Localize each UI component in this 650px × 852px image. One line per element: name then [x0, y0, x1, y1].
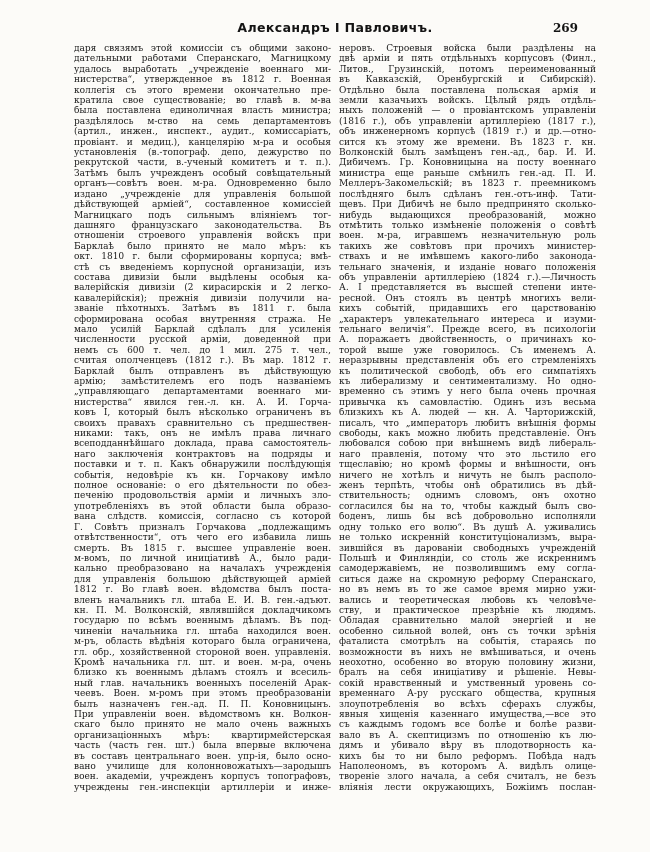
- right-column: [339, 44, 596, 793]
- text-line: возможности въ нихъ не вмѣшиваться, и очень: [339, 647, 596, 658]
- text-line: временно съ этимъ у него была очень прочная: [339, 387, 596, 398]
- text-line: Литов., Грузинскій, потомъ переименованный: [339, 64, 596, 75]
- text-line: объ управленіи артиллеріею (1824 г.).—Личность: [339, 272, 596, 283]
- text-block: [74, 44, 596, 793]
- text-line: но въ немъ въ то же самое время мирно ужи-: [339, 585, 596, 596]
- text-line: дѣйствующей арміей“, составленное комиссіей: [74, 200, 331, 211]
- text-line: отношеніи строевого управленія войскъ при: [74, 231, 331, 242]
- text-line: съ каждымъ годомъ все болѣе и болѣе разви-: [339, 720, 596, 731]
- text-line: такихъ же совѣтовъ при прочихъ министер-: [339, 241, 596, 252]
- text-line: вало въ А. скептицизмъ по отношенію къ лю-: [339, 730, 596, 741]
- text-line: временнаго А-ру русскаго общества, крупныя: [339, 689, 596, 700]
- text-line: А. поражаетъ двойственность, о причинахъ ко-: [339, 335, 596, 346]
- text-line: государю по всѣмъ военнымъ дѣламъ. Въ под-: [74, 616, 331, 627]
- text-line: одну только его волю“. Въ душѣ А. уживались: [339, 522, 596, 533]
- text-line: ныхъ положеній — о провіантскомъ управленіи: [339, 106, 596, 117]
- text-line: смерть. Въ 1815 г. высшее управленіе воен.: [74, 543, 331, 554]
- text-line: Отдѣльно была поставлена польская армія и: [339, 85, 596, 96]
- text-line: кн. П. М. Волконскій, являвшійся докладчикомъ: [74, 605, 331, 616]
- text-line: коллегія съ этого времени окончательно пре-: [74, 85, 331, 96]
- text-line: къ политической свободѣ, объ его симпатіяхъ: [339, 366, 596, 377]
- text-line: органъ—совѣтъ воен. м-ра. Одновременно было: [74, 179, 331, 190]
- text-line: вліянія лести окружающихъ, Божіимъ послан-: [339, 782, 596, 793]
- text-line: Дибичемъ. Гр. Коновницына на посту военнаго: [339, 158, 596, 169]
- text-line: земли казачьихъ войскъ. Цѣлый рядъ отдѣль-: [339, 96, 596, 107]
- text-line: Меллеръ-Закомельскій; въ 1823 г. преемникомъ: [339, 179, 596, 190]
- text-line: мало усилій Барклай сдѣлалъ для усиленія: [74, 324, 331, 335]
- text-line: численности русской арміи, доведенной при: [74, 335, 331, 346]
- text-line: объ инженерномъ корпусѣ (1819 г.) и др.—отно-: [339, 127, 596, 138]
- text-line: ситься даже на скромную реформу Сперанскаго,: [339, 574, 596, 585]
- text-line: поставки и т. п. Какъ обнаружили послѣдующія: [74, 460, 331, 471]
- text-line: нистерства“, утвержденное въ 1812 г. Военная: [74, 75, 331, 86]
- text-line: наго заключенія контрактовъ на подряды и: [74, 449, 331, 460]
- page-number: 269: [552, 21, 578, 35]
- text-line: Барклай былъ отправленъ въ дѣйствующую: [74, 366, 331, 377]
- text-line: неровъ. Строевыя войска были раздѣлены на: [339, 44, 596, 54]
- text-line: своихъ правахъ сравнительно съ предшествен-: [74, 418, 331, 429]
- text-line: валерійскія дивизіи (2 кирасирскія и 2 легко-: [74, 283, 331, 294]
- text-line: кратила свое существованіе; во главѣ в. м-ва: [74, 96, 331, 107]
- text-line: неохотно, особенно во вторую половину жизни,: [339, 657, 596, 668]
- text-line: Кромѣ начальника гл. шт. и воен. м-ра, очень: [74, 657, 331, 668]
- text-line: ный глав. начальникъ военныхъ поселеній Арак-: [74, 678, 331, 689]
- text-line: чеевъ. Воен. м-ромъ при этомъ преобразованіи: [74, 689, 331, 700]
- text-line: неразрывны представленія объ его стремленіяхъ: [339, 356, 596, 367]
- page-title: Александръ I Павловичъ.: [237, 20, 433, 35]
- text-line: сокій нравственный и умственный уровень со-: [339, 678, 596, 689]
- text-line: Польшѣ и Финляндіи, со столь же искреннимъ: [339, 553, 596, 564]
- text-line: Затѣмъ былъ учрежденъ особый совѣщательный: [74, 168, 331, 179]
- text-line: издано „учрежденіе для управленія большой: [74, 189, 331, 200]
- text-line: близко къ военнымъ дѣламъ стоялъ и всесиль-: [74, 668, 331, 679]
- text-line: раздѣлялось м-ство на семь департаментовъ: [74, 116, 331, 127]
- text-line: окт. 1810 г. были сформированы корпуса; вмѣ-: [74, 252, 331, 263]
- text-line: всеподданнѣйшаго доклада, права самостоятель-: [74, 439, 331, 450]
- text-line: торой выше уже говорилось. Съ именемъ А.: [339, 345, 596, 356]
- text-line: считая ополченцевъ (1812 г.). Въ мар. 1812 г.: [74, 356, 331, 367]
- text-line: ствахъ и не имѣвшемъ какого-либо законода-: [339, 252, 596, 263]
- text-line: зившійся въ дарованіи свободныхъ учрежденій: [339, 543, 596, 554]
- text-line: писалъ, что „императоръ любитъ внѣшнія формы: [339, 418, 596, 429]
- text-line: близкихъ къ А. людей — кн. А. Чарторижскій,: [339, 408, 596, 419]
- text-line: званіе пѣхотныхъ. Затѣмъ въ 1811 г. была: [74, 304, 331, 315]
- text-line: Г. Совѣтъ призналъ Горчакова „подлежащимъ: [74, 522, 331, 533]
- text-line: (артил., инжен., инспект., аудит., комиссаріатъ,: [74, 127, 331, 138]
- text-line: наго правленія, потому что это льстило его: [339, 449, 596, 460]
- text-line: была поставлена единоличная власть министра;: [74, 106, 331, 117]
- text-line: м-вомъ, по личной иниціативѣ А., было ради-: [74, 553, 331, 564]
- text-line: не только искренній конституціонализмъ, выра-: [339, 533, 596, 544]
- text-line: вана слѣдств. комиссія, согласно съ которой: [74, 512, 331, 523]
- text-line: согласился бы на то, чтобы каждый былъ сво-: [339, 501, 596, 512]
- text-line: А. I представляется въ высшей степени инте-: [339, 283, 596, 294]
- text-line: „характеръ увлекательнаго интереса и изуми-: [339, 314, 596, 325]
- text-line: любовался собою при внѣшнемъ видѣ либераль-: [339, 439, 596, 450]
- text-line: Барклаѣ было принято не мало мѣръ: къ: [74, 241, 331, 252]
- text-line: отвѣтственности“, отъ чего его избавила лишь: [74, 533, 331, 544]
- text-line: Волконскій былъ замѣщенъ ген.-ад., бар. И. И.: [339, 148, 596, 159]
- text-line: печенію продовольствія арміи и личныхъ зло-: [74, 491, 331, 502]
- text-line: фаталиста смотрѣлъ на событія, стараясь по: [339, 637, 596, 648]
- text-line: Обладая сравнительно малой энергіей и не: [339, 616, 596, 627]
- text-line: дямъ и убивало вѣру въ плодотворность ка-: [339, 741, 596, 752]
- text-line: боденъ, лишь бы всѣ добровольно исполняли: [339, 512, 596, 523]
- text-line: армію; замѣстителемъ его подъ названіемъ: [74, 377, 331, 387]
- text-line: кально преобразовано на началахъ учрежденія: [74, 564, 331, 575]
- text-line: чиненіи начальника гл. штаба находился воен.: [74, 626, 331, 637]
- text-line: полное основаніе: о его дѣятельности по обез-: [74, 481, 331, 492]
- text-line: явныя хищенія казеннаго имущества,—все это: [339, 710, 596, 720]
- text-line: удалось выработать „учрежденіе военнаго ми-: [74, 64, 331, 75]
- text-line: тельнаго значенія, и изданіе новаго положенія: [339, 262, 596, 273]
- text-line: тельнаго величія“. Прежде всего, въ психологіи: [339, 324, 596, 335]
- text-line: въ Кавказскій, Оренбургскій и Сибирскій).: [339, 75, 596, 86]
- text-line: ничего не хотѣлъ и ничуть не былъ располо-: [339, 470, 596, 481]
- text-line: послѣдняго былъ сдѣланъ ген.-отъ-инф. Тати-: [339, 189, 596, 200]
- text-line: никами: такъ, онъ не имѣлъ права личнаго: [74, 429, 331, 440]
- text-line: воен. академіи, учрежденъ корпусъ топографовъ,: [74, 772, 331, 783]
- text-line: нибудь выдающихся преобразованій, можно: [339, 210, 596, 221]
- text-line: злоупотребленія во всѣхъ сферахъ службы,: [339, 699, 596, 710]
- text-line: бралъ на себя иниціативу и рѣшеніе. Невы-: [339, 668, 596, 679]
- text-line: нистерства“ явился ген.-л. кн. А. И. Горча-: [74, 397, 331, 408]
- text-line: ресной. Онъ стоялъ въ центрѣ многихъ вели-: [339, 293, 596, 304]
- text-line: употребленіяхъ въ этой области была образо-: [74, 501, 331, 512]
- text-line: событія, недовѣріе къ кн. Горчакову имѣло: [74, 470, 331, 481]
- text-line: дательными работами Сперанскаго, Магницкому: [74, 54, 331, 65]
- text-line: стѣ съ введеніемъ корпусной организаціи, изъ: [74, 262, 331, 273]
- text-line: „управляющаго департаментами военнаго ми-: [74, 387, 331, 398]
- text-line: ству, и практическое презрѣніе къ людямъ.: [339, 605, 596, 616]
- text-line: гл. обр., хозяйственной стороной воен. управленія.: [74, 647, 331, 658]
- text-line: щевъ. При Дибичѣ не было предпринято сколько-: [339, 200, 596, 211]
- text-line: вано училище для колонновожатыхъ—зародышъ: [74, 762, 331, 773]
- text-line: учреждены ген.-инспекціи артиллеріи и инже-: [74, 782, 331, 793]
- text-line: даря связямъ этой комиссіи съ общими законо-: [74, 44, 331, 54]
- text-line: кавалерійскія); прежнія дивизіи получили на-: [74, 293, 331, 304]
- text-line: сформирована особая внутренняя стража. Не: [74, 314, 331, 325]
- text-line: вались и теоретическая любовь къ человѣче-: [339, 595, 596, 606]
- text-line: самодержавіемъ, не позволившимъ ему согла-: [339, 564, 596, 575]
- text-line: особенно сильной волей, онъ съ точки зрѣнія: [339, 626, 596, 637]
- text-line: женъ терпѣть, чтобы онѣ обратились въ дѣй-: [339, 481, 596, 492]
- text-line: 1812 г. Во главѣ воен. вѣдомства былъ поста-: [74, 585, 331, 596]
- text-line: дашняго французскаго законодательства. Въ: [74, 220, 331, 231]
- text-line: установленія (в.-топограф. депо, дежурство по: [74, 148, 331, 159]
- text-line: кихъ бы то ни было реформъ. Побѣда надъ: [339, 751, 596, 762]
- text-line: организаціонныхъ мѣръ: квартирмейстерская: [74, 730, 331, 741]
- text-line: немъ съ 600 т. чел. до 1 мил. 275 т. чел.,: [74, 345, 331, 356]
- text-line: ковъ I, который былъ нѣсколько ограниченъ въ: [74, 408, 331, 419]
- text-line: Магницкаго подъ сильнымъ вліяніемъ тог-: [74, 210, 331, 221]
- text-line: сится къ этому же времени. Въ 1823 г. кн.: [339, 137, 596, 148]
- text-line: отмѣтить только измѣненіе положенія о совѣтѣ: [339, 220, 596, 231]
- text-line: тщеславію; но кромѣ формы и внѣшности, онъ: [339, 460, 596, 471]
- text-line: (1816 г.), объ управленіи артиллеріею (1817 г.),: [339, 116, 596, 127]
- text-line: къ либерализму и сентиментализму. Но одно-: [339, 377, 596, 387]
- text-line: часть (часть ген. шт.) была впервые включена: [74, 741, 331, 752]
- left-column: [74, 44, 331, 793]
- text-line: рекрутской части, в.-ученый комитетъ и т. п.).: [74, 158, 331, 169]
- text-line: былъ назначенъ ген.-ад. П. П. Коновницынъ.: [74, 699, 331, 710]
- text-line: провіант. и медиц.), канцелярію м-ра и особыя: [74, 137, 331, 148]
- text-line: воен. м-ра, игравшемъ незначительную роль: [339, 231, 596, 242]
- text-line: вленъ начальникъ гл. штаба Е. И. В. ген.-адъют.: [74, 595, 331, 606]
- text-line: министра еще раньше смѣнилъ ген.-ад. П. И.: [339, 168, 596, 179]
- running-head: [74, 20, 596, 36]
- text-line: скаго было принято не мало очень важныхъ: [74, 720, 331, 731]
- text-line: Наполеономъ, въ которомъ А. видѣлъ олице-: [339, 762, 596, 773]
- text-line: м-ръ, область вѣдѣнія котораго была ограничена,: [74, 637, 331, 648]
- text-line: твореніе злого начала, а себя считалъ, не безъ: [339, 772, 596, 783]
- text-line: свободы, какъ можно любить представленіе. Онъ: [339, 429, 596, 440]
- text-line: двѣ арміи и пять отдѣльныхъ корпусовъ (Финл.,: [339, 54, 596, 65]
- text-line: привычка къ самовластію. Одинъ изъ весьма: [339, 397, 596, 408]
- text-line: состава дивизіи были выдѣлены особыя ка-: [74, 272, 331, 283]
- text-line: для управленія большою дѣйствующей арміей: [74, 574, 331, 585]
- text-line: При управленіи воен. вѣдомствомъ кн. Волкон-: [74, 710, 331, 720]
- text-line: кихъ событій, придавшихъ его царствованію: [339, 304, 596, 315]
- text-line: ствительность; однимъ словомъ, онъ охотно: [339, 491, 596, 502]
- text-line: въ составъ центральнаго воен. упр-ія, было осно-: [74, 751, 331, 762]
